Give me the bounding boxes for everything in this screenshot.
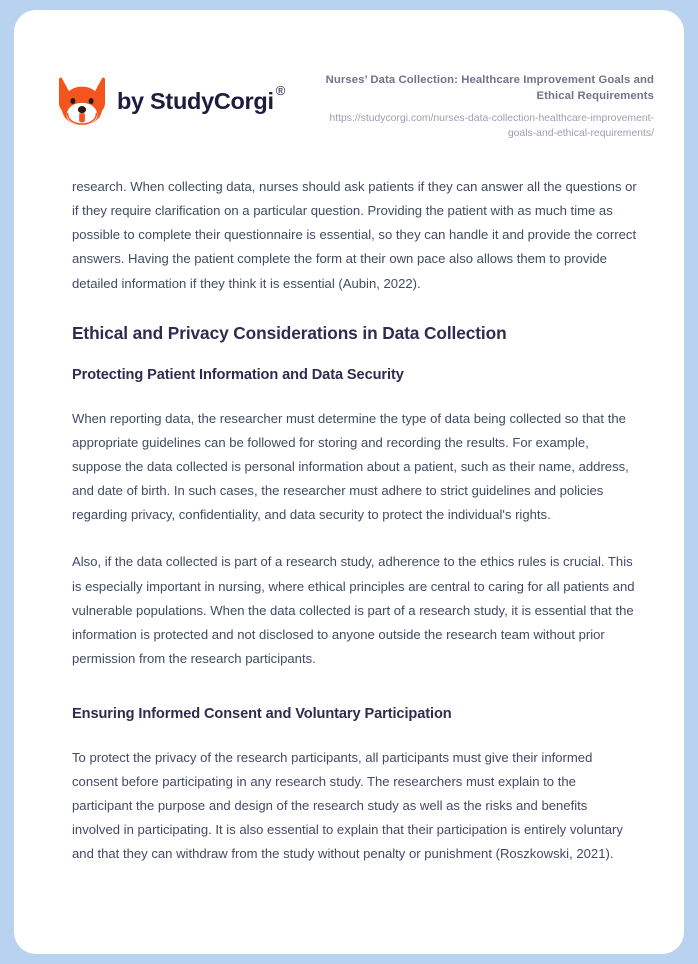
document-title: Nurses’ Data Collection: Healthcare Improvement Goals and Ethical Requirements [325, 74, 654, 103]
brand-name [117, 82, 285, 115]
section-heading-ethical-privacy: Ethical and Privacy Considerations in Data Collection [72, 322, 507, 343]
paragraph-data-type-guidelines: When reporting data, the researcher must determine the type of data being collected so that the appropriate guidelines can be followed for storing and recording the results. For example, suppose the data collected is personal information about a patient, such as their name, address, and date of birth. In such cases, the researcher must adhere to strict guidelines and policies regarding privacy, confidentiality, and data security to protect the individual's rights. [72, 411, 629, 523]
sub-heading-informed-consent: Ensuring Informed Consent and Voluntary Participation [72, 705, 452, 722]
document-body [14, 175, 684, 866]
header-document-meta [304, 68, 654, 141]
paragraph-informed-consent: To protect the privacy of the research participants, all participants must give their informed consent before participating in any research study. The researchers must explain to the participant the purpose and design of the research study as well as the risks and benefits involved in participating. It is also essential to explain that their participation is entirely voluntary and that they can withdraw from the study without penalty or punishment (Roszkowski, 2021). [72, 749, 623, 862]
brand-name-text: by StudyCorgi [117, 87, 274, 114]
document-header [14, 10, 684, 141]
brand-logo-group[interactable] [58, 68, 283, 126]
paragraph-research-ethics-rules: Also, if the data collected is part of a research study, adherence to the ethics rules is crucial. This is especially important in nursing, where ethical principles are central to caring for all patients and vulnerable populations. When the data collected is part of a research study, it is essential that the information is protected and not disclosed to anyone outside the research team without prior permission from the research participants. [72, 554, 635, 666]
document-url[interactable]: https://studycorgi.com/nurses-data-collection-healthcare-improvement-goals-and-ethical-requirements/ [329, 113, 654, 140]
paragraph-intro-continued: research. When collecting data, nurses should ask patients if they can answer all the questions or if they require clarification on a particular question. Providing the patient with as much time as possible to complete their questionnaire is essential, so they can handle it and provide the correct answers. Having the patient complete the form at their own pace also allows them to provide detailed information if they think it is essential (Aubin, 2022). [72, 179, 637, 291]
document-page-card [14, 10, 684, 954]
sub-heading-protecting-patient-information: Protecting Patient Information and Data Security [72, 367, 404, 384]
registered-trademark-mark: ® [275, 82, 285, 98]
corgi-logo-icon [58, 76, 106, 126]
